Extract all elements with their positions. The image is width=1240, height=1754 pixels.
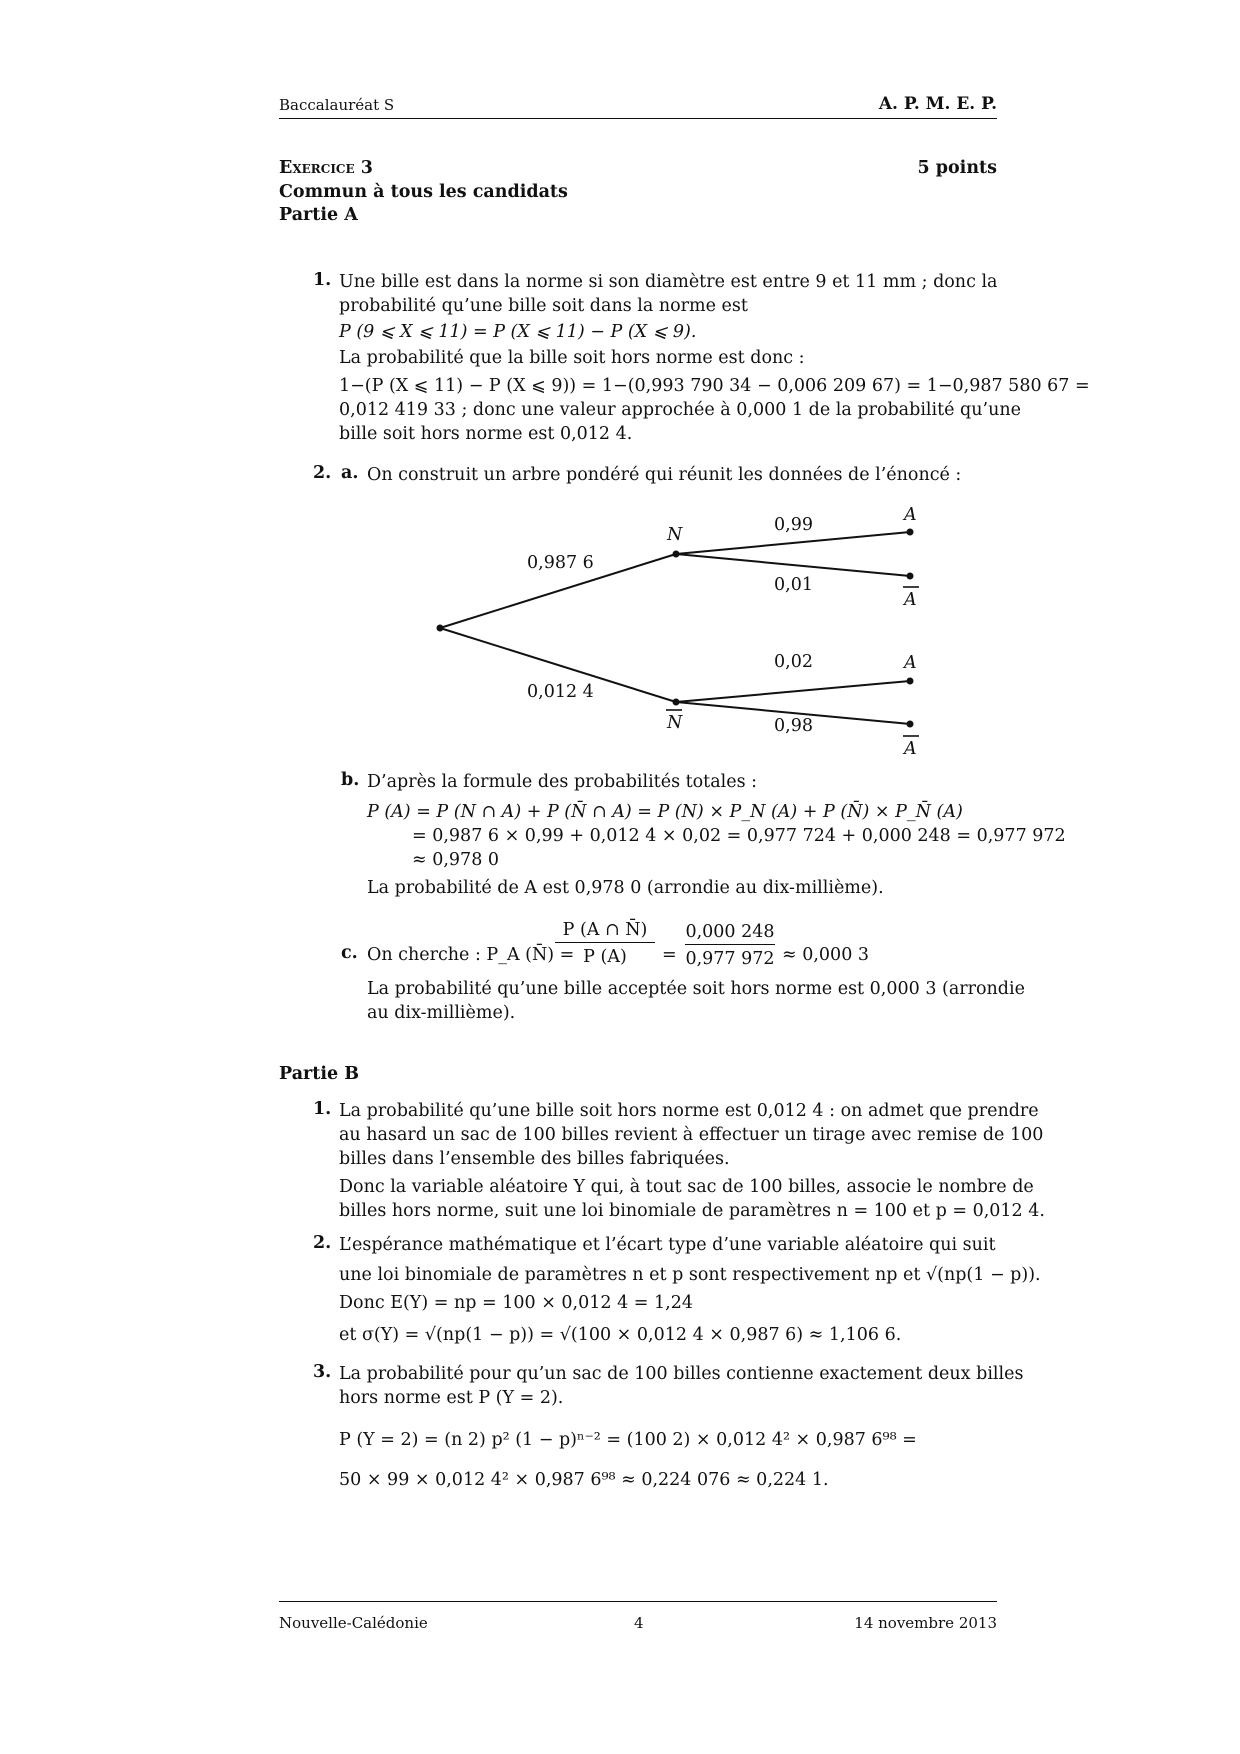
question-number: 2. <box>313 463 332 483</box>
part-b-title: Partie B <box>279 1064 359 1084</box>
exercise-subtitle: Commun à tous les candidats <box>279 182 568 202</box>
equals-sign: = <box>662 945 677 965</box>
prob-N-label: 0,987 6 <box>527 553 594 573</box>
prob-A-given-Nbar: 0,02 <box>774 652 813 672</box>
node-label-N: N <box>667 525 683 545</box>
question-b1-text <box>339 1099 1045 1223</box>
question-number: 3. <box>313 1362 332 1382</box>
tree-leaf-A2 <box>907 678 914 685</box>
text-line: Une bille est dans la norme si son diamètre est entre 9 et 11 mm ; donc la <box>339 272 998 292</box>
text-line: La probabilité qu’une bille soit hors norme est 0,012 4 : on admet que prendre <box>339 1101 1039 1121</box>
node-label-Nbar: N <box>667 713 683 733</box>
header-left: Baccalauréat S <box>279 96 395 114</box>
part-a-title: Partie A <box>279 205 358 225</box>
prob-Nbar-label: 0,012 4 <box>527 682 594 702</box>
page-header <box>279 96 997 119</box>
text-line: billes hors norme, suit une loi binomiale de paramètres n = 100 et p = 0,012 4. <box>339 1201 1045 1221</box>
subquestion-b-text <box>367 770 1066 900</box>
c-intro: On cherche : P_A (N̄) = <box>367 945 575 965</box>
tree-node-N <box>673 551 680 558</box>
text-line: D’après la formule des probabilités totales : <box>367 772 758 792</box>
probability-tree <box>0 490 1240 770</box>
page-footer <box>279 1601 997 1632</box>
footer-right: 14 novembre 2013 <box>854 1614 997 1632</box>
exercise-heading <box>279 156 997 180</box>
text-line: Donc la variable aléatoire Y qui, à tout sac de 100 billes, associe le nombre de <box>339 1177 1034 1197</box>
question-1-text <box>339 270 1090 446</box>
question-number: 1. <box>313 270 332 290</box>
leaf-label-A: A <box>904 653 917 673</box>
tree-leaf-Abar2 <box>907 721 914 728</box>
text-line: La probabilité pour qu’un sac de 100 billes contienne exactement deux billes <box>339 1364 1024 1384</box>
branch-Nbar-A <box>676 681 910 702</box>
text-line: hors norme est P (Y = 2). <box>339 1388 564 1408</box>
subquestion-a-label: a. <box>341 463 359 483</box>
question-b3-text <box>339 1362 1023 1492</box>
text-line: La probabilité de A est 0,978 0 (arrondie au dix-millième). <box>367 878 884 898</box>
fraction2-denominator: 0,977 972 <box>685 949 775 969</box>
question-number: 1. <box>313 1099 332 1119</box>
c-result: ≈ 0,000 3 <box>782 945 870 965</box>
formula-line: 50 × 99 × 0,012 4² × 0,987 6⁹⁸ ≈ 0,224 076 ≈ 0,224 1. <box>339 1470 829 1490</box>
tree-leaf-Abar1 <box>907 573 914 580</box>
text-line: L’espérance mathématique et l’écart type d’une variable aléatoire qui suit <box>339 1235 996 1255</box>
page-number: 4 <box>634 1614 644 1632</box>
exercise-points: 5 points <box>917 158 997 178</box>
subquestion-c-label: c. <box>341 943 358 963</box>
tree-node-Nbar <box>673 699 680 706</box>
tree-leaf-A1 <box>907 529 914 536</box>
footer-left: Nouvelle-Calédonie <box>279 1614 428 1632</box>
prob-Abar-given-N: 0,01 <box>774 575 813 595</box>
formula-line: P (A) = P (N ∩ A) + P (N̄ ∩ A) = P (N) × P_N (A) + P (N̄) × P_N̄ (A) <box>367 802 963 822</box>
fraction1-denominator: P (A) <box>583 947 627 967</box>
fraction1-numerator: P (A ∩ N̄) <box>555 918 655 943</box>
formula-line: P (Y = 2) = (n 2) p² (1 − p)ⁿ⁻² = (100 2) × 0,012 4² × 0,987 6⁹⁸ = <box>339 1430 917 1450</box>
branch-N-A <box>676 532 910 554</box>
formula-line: une loi binomiale de paramètres n et p sont respectivement np et √(np(1 − p)). <box>339 1265 1041 1285</box>
subquestion-b-label: b. <box>341 770 360 790</box>
text-line: 0,012 419 33 ; donc une valeur approchée à 0,000 1 de la probabilité qu’une <box>339 400 1021 420</box>
question-number: 2. <box>313 1233 332 1253</box>
formula-line: = 0,987 6 × 0,99 + 0,012 4 × 0,02 = 0,977 724 + 0,000 248 = 0,977 972 <box>412 826 1066 846</box>
formula-line: P (9 ⩽ X ⩽ 11) = P (X ⩽ 11) − P (X ⩽ 9). <box>339 322 697 342</box>
prob-A-given-N: 0,99 <box>774 515 813 535</box>
tree-root-node <box>437 625 444 632</box>
text-line: La probabilité qu’une bille acceptée soit hors norme est 0,000 3 (arrondie <box>367 979 1025 999</box>
text-line: au hasard un sac de 100 billes revient à effectuer un tirage avec remise de 100 <box>339 1125 1044 1145</box>
fraction2-numerator: 0,000 248 <box>685 920 775 945</box>
branch-N-Abar <box>676 554 910 576</box>
text-line: au dix-millième). <box>367 1003 516 1023</box>
subquestion-a-text: On construit un arbre pondéré qui réunit les données de l’énoncé : <box>367 465 962 485</box>
text-line: bille soit hors norme est 0,012 4. <box>339 424 633 444</box>
text-line: billes dans l’ensemble des billes fabriquées. <box>339 1149 730 1169</box>
formula-line: Donc E(Y) = np = 100 × 0,012 4 = 1,24 <box>339 1293 693 1313</box>
question-b2-text <box>339 1233 1041 1347</box>
leaf-label-Abar: A <box>904 739 917 759</box>
exercise-title: Exercice 3 <box>279 158 373 178</box>
text-line: probabilité qu’une bille soit dans la norme est <box>339 296 748 316</box>
text-line: La probabilité que la bille soit hors norme est donc : <box>339 348 805 368</box>
subquestion-c-conclusion <box>367 977 1025 1025</box>
prob-Abar-given-Nbar: 0,98 <box>774 716 813 736</box>
formula-line: et σ(Y) = √(np(1 − p)) = √(100 × 0,012 4 × 0,987 6) ≈ 1,106 6. <box>339 1325 902 1345</box>
formula-line: 1−(P (X ⩽ 11) − P (X ⩽ 9)) = 1−(0,993 790 34 − 0,006 209 67) = 1−0,987 580 67 = <box>339 376 1090 396</box>
leaf-label-Abar: A <box>904 590 917 610</box>
leaf-label-A: A <box>904 505 917 525</box>
header-right: A. P. M. E. P. <box>878 94 997 114</box>
formula-line: ≈ 0,978 0 <box>412 850 500 870</box>
